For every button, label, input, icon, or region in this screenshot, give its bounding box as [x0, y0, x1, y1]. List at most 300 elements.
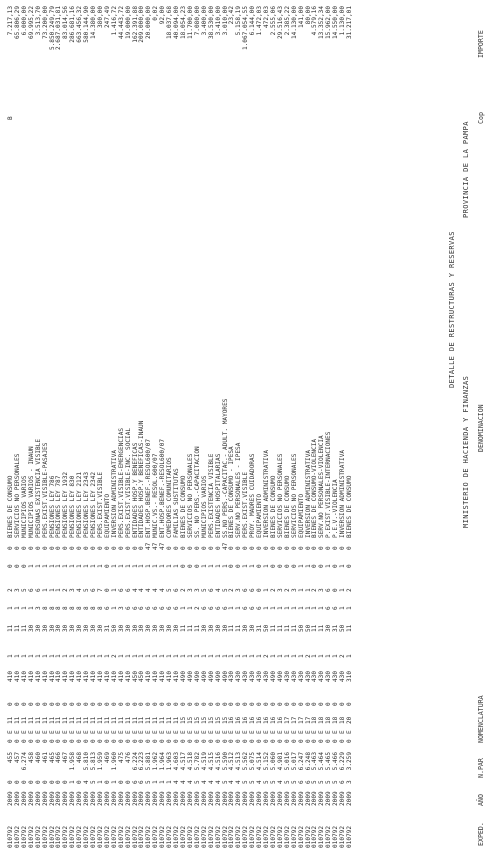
- cell-n7: 31: [332, 624, 340, 632]
- cell-n11: 0: [173, 546, 181, 550]
- cell-n9: 5: [83, 588, 91, 592]
- cell-n9: 6: [117, 588, 125, 592]
- cell-n7: 31: [103, 624, 111, 632]
- cell-n8: 1: [269, 606, 277, 610]
- cell-n10: 1: [27, 564, 35, 568]
- cell-importe: 3.400,00: [200, 6, 208, 36]
- cell-n8: 1: [304, 606, 312, 610]
- cell-anio: 2009: [124, 791, 132, 806]
- cell-n9: 3: [193, 588, 201, 592]
- cell-npar: 5.465: [325, 752, 333, 771]
- cell-n3: 11: [34, 716, 42, 724]
- cell-exped: 010792: [339, 825, 347, 848]
- cell-n9: 3: [69, 588, 77, 592]
- cell-n1: 0: [173, 739, 181, 743]
- cell-n6: 1: [332, 654, 340, 658]
- cell-denominacion: FAMILIAS SUSTITUTAS: [173, 468, 181, 538]
- cell-denominacion: EQUIPAMIENTO: [103, 493, 111, 538]
- cell-n3: 18: [339, 716, 347, 724]
- cell-n3: 11: [41, 716, 49, 724]
- cell-importe: 3.010,00: [221, 6, 229, 36]
- cell-anio: 2009: [180, 791, 187, 806]
- cell-exped: 010792: [256, 825, 264, 848]
- cell-importe: 38.530,00: [207, 6, 215, 40]
- cell-npar: 6.274: [20, 752, 28, 771]
- cell-n9: 4: [138, 588, 146, 592]
- cell-importe: 286.681,16: [69, 6, 77, 43]
- cell-n4: 0: [276, 702, 284, 706]
- cell-n7: 30: [41, 624, 49, 632]
- cell-npar: 4.514: [256, 752, 264, 771]
- cell-n6: 1: [13, 654, 21, 658]
- cell-n1: 0: [283, 739, 291, 743]
- cell-importe: 1.472,03: [256, 6, 264, 36]
- cell-n10: 0: [269, 564, 277, 568]
- cell-denominacion: MUNICIPIOS VARIOS: [20, 475, 28, 538]
- cell-importe: 31.217,01: [346, 6, 354, 40]
- cell-n10: 0: [332, 564, 340, 568]
- cell-n11: 0: [297, 546, 305, 550]
- cell-n6: 1: [235, 654, 243, 658]
- cell-n5: 410: [55, 670, 63, 682]
- cell-n5: 410: [7, 670, 14, 682]
- cell-n4: 0: [290, 702, 298, 706]
- cell-npar: 4.519: [200, 752, 208, 771]
- cell-n4: 0: [20, 702, 28, 706]
- cell-denominacion: PERS.EXIST.VISIBLE: [96, 471, 104, 538]
- cell-npar: 6.247: [297, 752, 305, 771]
- cell-n8: 8: [62, 606, 70, 610]
- cell-n5: 410: [145, 670, 153, 682]
- cell-n3: 11: [13, 716, 21, 724]
- col-cop: Cop: [477, 112, 485, 124]
- cell-n4: 0: [27, 702, 35, 706]
- cell-n8: 8: [55, 606, 63, 610]
- cell-n8: 1: [110, 606, 118, 610]
- cell-importe: 580.144,90: [83, 6, 91, 43]
- cell-n8: 6: [145, 606, 153, 610]
- cell-n6: 1: [221, 654, 229, 658]
- cell-n9: 1: [297, 588, 305, 592]
- cell-n8: 6: [138, 606, 146, 610]
- cell-n2: E: [249, 730, 257, 734]
- cell-importe: 14.380,00: [90, 6, 98, 40]
- cell-npar: 458: [27, 752, 35, 764]
- cell-n9: 6: [27, 588, 35, 592]
- cell-npar: 1.962: [152, 752, 160, 771]
- cell-anio: 2009: [27, 791, 35, 806]
- cell-n4: 0: [221, 702, 229, 706]
- cell-npar: 465: [48, 752, 56, 764]
- cell-denominacion: BIENES DE CONSUMO-VIOLENCIA: [311, 438, 319, 538]
- cell-n6: 1: [325, 654, 333, 658]
- cell-n4: 0: [228, 702, 236, 706]
- cell-n10: 0: [256, 564, 264, 568]
- cell-o: 0: [76, 780, 84, 784]
- cell-n11: 0: [318, 546, 326, 550]
- cell-n10: 1: [110, 564, 118, 568]
- cell-n7: 11: [283, 624, 291, 632]
- cell-n11: 0: [186, 546, 194, 550]
- col-npar: N.PAR: [477, 758, 485, 778]
- cell-n7: 30: [55, 624, 63, 632]
- cell-n2: E: [76, 730, 84, 734]
- cell-n9: 1: [41, 588, 49, 592]
- cell-anio: 2009: [325, 791, 333, 806]
- cell-n7: 30: [200, 624, 208, 632]
- cell-denominacion: MUNICIPIOS VARIOS - INAUN: [27, 446, 35, 538]
- cell-anio: 2009: [34, 791, 42, 806]
- cell-npar: 5.463: [311, 752, 319, 771]
- cell-importe: 11.700,00: [186, 6, 194, 40]
- cell-o: 1: [110, 780, 118, 784]
- cell-n2: E: [117, 730, 125, 734]
- cell-anio: 2009: [69, 791, 77, 806]
- cell-o: 5: [145, 780, 153, 784]
- cell-o: 6: [297, 780, 305, 784]
- cell-o: 5: [193, 780, 201, 784]
- cell-npar: 1.960: [110, 752, 118, 771]
- cell-o: 4: [256, 780, 264, 784]
- cell-denominacion: PENSIONES LEY 2121: [76, 471, 84, 538]
- cell-denominacion: INVERSION ADMINISTRATIVA: [110, 449, 118, 538]
- cell-n7: 31: [256, 624, 264, 632]
- cell-exped: 010792: [311, 825, 319, 848]
- cell-n6: 1: [27, 654, 35, 658]
- cell-n3: 11: [103, 716, 111, 724]
- cell-denominacion: PERS.EXIST.VISIBLE-EMERGENCIAS: [117, 427, 125, 538]
- cell-n3: 11: [173, 716, 181, 724]
- cell-n7: 11: [186, 624, 194, 632]
- cell-denominacion: BIENES DE CONSUMO: [346, 475, 354, 538]
- cell-exped: 010792: [332, 825, 340, 848]
- cell-importe: 19.000,00: [124, 6, 132, 40]
- cell-n8: 8: [96, 606, 104, 610]
- cell-n7: 30: [62, 624, 70, 632]
- cell-n6: 1: [34, 654, 42, 658]
- cell-n4: 0: [283, 702, 291, 706]
- cell-npar: 1.964: [159, 752, 167, 771]
- cell-n5: 410: [48, 670, 56, 682]
- cell-n8: 1: [346, 606, 354, 610]
- cell-denominacion: COMEDORES COMUNITARIOS: [166, 457, 174, 538]
- cell-npar: 4.515: [207, 752, 215, 771]
- cell-n1: 0: [41, 739, 49, 743]
- cell-n5: 490: [200, 670, 208, 682]
- cell-n1: 0: [207, 739, 215, 743]
- cell-n8: 8: [41, 606, 49, 610]
- cell-n2: E: [48, 730, 56, 734]
- cell-denominacion: SERVICIOS NO PERSONALES: [186, 453, 194, 538]
- cell-npar: 5.881: [145, 752, 153, 771]
- cell-exped: 010792: [7, 825, 14, 848]
- cell-anio: 2009: [263, 791, 271, 806]
- cell-n9: 4: [159, 588, 167, 592]
- cell-npar: 3.259: [346, 752, 354, 771]
- cell-n2: E: [318, 730, 326, 734]
- cell-n7: 11: [346, 624, 354, 632]
- cell-n3: 16: [263, 716, 271, 724]
- cell-npar: 6.223: [138, 752, 146, 771]
- cell-o: 6: [304, 780, 312, 784]
- cell-n3: 15: [214, 716, 222, 724]
- cell-exped: 010792: [166, 825, 174, 848]
- table-row: [347, 0, 354, 858]
- cell-n10: 0: [193, 564, 201, 568]
- cell-n3: 11: [117, 716, 125, 724]
- cell-importe: 380,00: [96, 6, 104, 29]
- cell-n4: 0: [311, 702, 319, 706]
- cell-n6: 1: [249, 654, 257, 658]
- cell-n8: 1: [228, 606, 236, 610]
- cell-n11: 0: [76, 546, 84, 550]
- cell-n9: 6: [325, 588, 333, 592]
- cell-denominacion: INVERSION ADMINISTRATIVA: [263, 449, 271, 538]
- cell-o: 1: [152, 780, 160, 784]
- cell-n5: 410: [96, 670, 104, 682]
- cell-n10: 1: [242, 564, 250, 568]
- cell-n9: 4: [76, 588, 84, 592]
- cell-exped: 010792: [55, 825, 63, 848]
- cell-exped: 010792: [235, 825, 243, 848]
- cell-n9: 6: [173, 588, 181, 592]
- cell-denominacion: SERVICIOS NO PERSONALES: [13, 453, 21, 538]
- cell-exped: 010792: [27, 825, 35, 848]
- cell-n7: 30: [69, 624, 77, 632]
- cell-n1: 0: [124, 739, 132, 743]
- cell-anio: 2009: [96, 791, 104, 806]
- cell-n8: 6: [103, 606, 111, 610]
- cell-npar: 5.464: [318, 752, 326, 771]
- cell-n7: 30: [166, 624, 174, 632]
- cell-n2: E: [339, 730, 347, 734]
- cell-n11: 0: [339, 546, 347, 550]
- cell-n11: 0: [180, 546, 187, 550]
- cell-npar: 455: [7, 752, 14, 764]
- cell-n4: 0: [13, 702, 21, 706]
- cell-anio: 2009: [332, 791, 340, 806]
- cell-n3: 15: [193, 716, 201, 724]
- cell-n2: E: [83, 730, 91, 734]
- cell-importe: 18.037,68: [166, 6, 174, 40]
- cell-exped: 010792: [117, 825, 125, 848]
- cell-n8: 6: [249, 606, 257, 610]
- cell-n8: 6: [214, 606, 222, 610]
- cell-n11: 0: [256, 546, 264, 550]
- cell-anio: 2009: [269, 791, 277, 806]
- cell-o: 6: [339, 780, 347, 784]
- cell-importe: 13.352,34: [318, 6, 326, 40]
- cell-n9: 1: [263, 588, 271, 592]
- cell-n4: 0: [332, 702, 340, 706]
- cell-n10: 1: [131, 564, 139, 568]
- cell-exped: 010792: [48, 825, 56, 848]
- cell-n5: 430: [228, 670, 236, 682]
- cell-denominacion: PERS.EXISTENCIA VISIBLE: [207, 453, 215, 538]
- cell-n10: 1: [90, 564, 98, 568]
- cell-exped: 010792: [145, 825, 153, 848]
- cell-importe: 247,49: [103, 6, 111, 29]
- cell-n5: 410: [27, 670, 35, 682]
- cell-n8: 3: [117, 606, 125, 610]
- cell-n1: 0: [200, 739, 208, 743]
- cell-n5: 410: [69, 670, 77, 682]
- cell-n8: 6: [200, 606, 208, 610]
- cell-importe: 80,00: [304, 6, 312, 25]
- cell-npar: 6.229: [339, 752, 347, 771]
- cell-n7: 11: [20, 624, 28, 632]
- cell-n11: 0: [193, 546, 201, 550]
- cell-n2: E: [131, 730, 139, 734]
- cell-n10: 0: [318, 564, 326, 568]
- cell-n11: 0: [90, 546, 98, 550]
- cell-n10: 0: [103, 564, 111, 568]
- cell-n5: 430: [283, 670, 291, 682]
- cell-n9: 6: [34, 588, 42, 592]
- cell-n9: 1: [48, 588, 56, 592]
- cell-anio: 2009: [221, 791, 229, 806]
- cell-anio: 2009: [48, 791, 56, 806]
- cell-anio: 2009: [242, 791, 250, 806]
- cell-o: 0: [20, 780, 28, 784]
- detail-heading: DETALLE DE RESTRUCTURAS Y RESERVAS: [448, 231, 456, 388]
- cell-n4: 0: [90, 702, 98, 706]
- cell-n2: E: [263, 730, 271, 734]
- cell-denominacion: P.EXIST.VISIBLE-INTERNACIONES: [325, 431, 333, 538]
- cell-npar: 6.248: [304, 752, 312, 771]
- cell-n6: 2: [304, 654, 312, 658]
- cell-n1: 0: [325, 739, 333, 743]
- cell-n8: 1: [20, 606, 28, 610]
- cell-n6: 1: [228, 654, 236, 658]
- cell-n7: 30: [221, 624, 229, 632]
- cell-n1: 0: [249, 739, 257, 743]
- cell-n11: 0: [96, 546, 104, 550]
- cell-n2: E: [110, 730, 118, 734]
- cell-o: 0: [48, 780, 56, 784]
- cell-importe: 663.456,32: [76, 6, 84, 43]
- cell-n5: 410: [117, 670, 125, 682]
- cell-exped: 010792: [96, 825, 104, 848]
- cell-n4: 0: [166, 702, 174, 706]
- cell-n7: 30: [138, 624, 146, 632]
- cell-n2: E: [193, 730, 201, 734]
- cell-n1: 0: [332, 739, 340, 743]
- cell-n4: 0: [263, 702, 271, 706]
- cell-n10: 1: [214, 564, 222, 568]
- cell-npar: 4.981: [276, 752, 284, 771]
- cell-n1: 0: [48, 739, 56, 743]
- province-heading: PROVINCIA DE LA PAMPA: [462, 121, 470, 218]
- cell-npar: 4.512: [228, 752, 236, 771]
- cell-n1: 0: [269, 739, 277, 743]
- cell-exped: 010792: [207, 825, 215, 848]
- cell-anio: 2009: [152, 791, 160, 806]
- cell-npar: 4.603: [173, 752, 181, 771]
- cell-o: 0: [34, 780, 42, 784]
- cell-n5: 430: [304, 670, 312, 682]
- cell-n6: 1: [152, 654, 160, 658]
- cell-n1: 0: [20, 739, 28, 743]
- cell-n7: 30: [48, 624, 56, 632]
- cell-n3: 18: [311, 716, 319, 724]
- cell-n2: E: [13, 730, 21, 734]
- cell-denominacion: SS.NO PERS.-CAPACITAC.- ADULT. MAYORES: [221, 398, 229, 538]
- cell-n5: 490: [269, 670, 277, 682]
- cell-n3: 16: [249, 716, 257, 724]
- cell-n11: 0: [103, 546, 111, 550]
- cell-n3: 11: [110, 716, 118, 724]
- cell-n3: 11: [152, 716, 160, 724]
- cell-anio: 2009: [283, 791, 291, 806]
- cell-n10: 1: [304, 564, 312, 568]
- cell-exped: 010792: [13, 825, 21, 848]
- cell-n10: 1: [249, 564, 257, 568]
- cell-n8: 1: [297, 606, 305, 610]
- cell-denominacion: SERVICIOS NO PERSONALES: [290, 453, 298, 538]
- cell-n1: 0: [186, 739, 194, 743]
- cell-n1: 0: [96, 739, 104, 743]
- cell-importe: 2.385,22: [283, 6, 291, 36]
- cell-n9: 1: [339, 588, 347, 592]
- cell-exped: 010792: [152, 825, 160, 848]
- cell-o: 0: [13, 780, 21, 784]
- cell-n1: 0: [83, 739, 91, 743]
- cell-n4: 0: [193, 702, 201, 706]
- cell-anio: 2009: [339, 791, 347, 806]
- cell-denominacion: PENSIONES LEY 1932: [62, 471, 70, 538]
- cell-n10: 0: [311, 564, 319, 568]
- cell-n3: 11: [159, 716, 167, 724]
- cell-n2: E: [200, 730, 208, 734]
- cell-n10: 1: [96, 564, 104, 568]
- cell-n10: 1: [263, 564, 271, 568]
- cell-denominacion: INVERSION ADMINISTRATIVA: [304, 449, 312, 538]
- cell-n1: 0: [304, 739, 312, 743]
- cell-n6: 1: [193, 654, 201, 658]
- cell-denominacion: PENSIONES LEY 787: [55, 475, 63, 538]
- cell-n4: 0: [200, 702, 208, 706]
- cell-n2: E: [27, 730, 35, 734]
- cell-npar: 5.466: [332, 752, 340, 771]
- cell-n5: 490: [193, 670, 201, 682]
- cell-denominacion: P.E.V.-VIOLENCIA: [332, 479, 340, 538]
- cell-anio: 2009: [193, 791, 201, 806]
- cell-n6: 1: [200, 654, 208, 658]
- cell-n7: 30: [159, 624, 167, 632]
- cell-n4: 0: [214, 702, 222, 706]
- cell-n6: 1: [124, 654, 132, 658]
- cell-n6: 1: [62, 654, 70, 658]
- cell-n6: 1: [131, 654, 139, 658]
- cell-n11: 0: [332, 546, 340, 550]
- cell-n2: E: [221, 730, 229, 734]
- cell-npar: 461: [41, 752, 49, 764]
- cell-n1: 0: [311, 739, 319, 743]
- cell-n11: 0: [131, 546, 139, 550]
- cell-n9: 4: [152, 588, 160, 592]
- cell-anio: 2009: [304, 791, 312, 806]
- cell-n8: 8: [48, 606, 56, 610]
- cell-exped: 010792: [228, 825, 236, 848]
- cell-exped: 010792: [83, 825, 91, 848]
- cell-o: 4: [200, 780, 208, 784]
- cell-importe: 1.416,72: [110, 6, 118, 36]
- cell-n7: 30: [207, 624, 215, 632]
- cell-n7: 30: [214, 624, 222, 632]
- cell-anio: 2009: [318, 791, 326, 806]
- cell-n6: 1: [103, 654, 111, 658]
